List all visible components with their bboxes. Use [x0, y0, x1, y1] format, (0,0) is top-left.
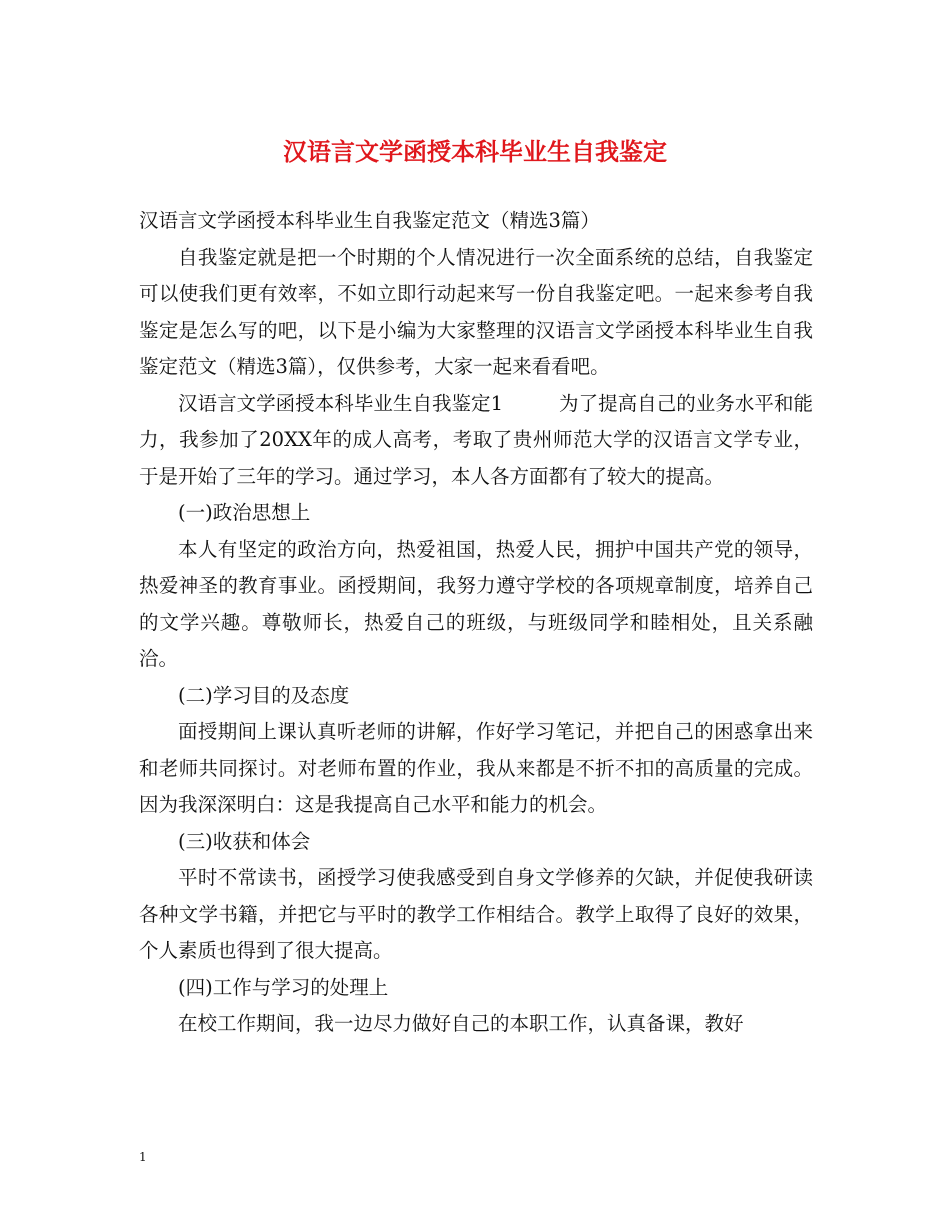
subheading-politics: (一)政治思想上 [178, 501, 311, 524]
subtitle-line: 汉语言文学函授本科毕业生自我鉴定范文（精选3篇） [139, 209, 600, 232]
subheading-work: (四)工作与学习的处理上 [178, 975, 389, 999]
paragraph-work: 在校工作期间，我一边尽力做好自己的本职工作，认真备课，教好 [178, 1012, 744, 1035]
paragraph-study: 面授期间上课认真听老师的讲解，作好学习笔记，并把自己的困惑拿出来和老师共同探讨。对老师布置的作业，我从来都是不折不扣的高质量的完成。因为我深深明白：这是我提高自己水平和能力的机会。 [139, 720, 813, 816]
paragraph-politics: 本人有坚定的政治方向，热爱祖国，热爱人民，拥护中国共产党的领导，热爱神圣的教育事业。函授期间，我努力遵守学校的各项规章制度，培养自己的文学兴趣。尊敬师长，热爱自己的班级，与班级同学和睦相处，且关系融洽。 [139, 537, 813, 670]
document-body [139, 203, 813, 1043]
intro-paragraph: 自我鉴定就是把一个时期的个人情况进行一次全面系统的总结，自我鉴定可以使我们更有效率，不如立即行动起来写一份自我鉴定吧。一起来参考自我鉴定是怎么写的吧，以下是小编为大家整理的汉语言文学函授本科毕业生自我鉴定范文（精选3篇），仅供参考，大家一起来看看吧。 [139, 245, 813, 378]
subheading-gains: (三)收获和体会 [178, 829, 311, 853]
section-heading-1: 汉语言文学函授本科毕业生自我鉴定1 [178, 391, 503, 415]
document-title: 汉语言文学函授本科毕业生自我鉴定 [283, 138, 667, 166]
section-1-text: 为了提高自己的业务水平和能力，我参加了20XX年的成人高考，考取了贵州师范大学的汉语言文学专业，于是开始了三年的学习。通过学习，本人各方面都有了较大的提高。 [139, 391, 813, 488]
page-number: 1 [139, 1150, 147, 1164]
section-paragraph-1 [139, 386, 813, 496]
subheading-study: (二)学习目的及态度 [178, 683, 350, 707]
paragraph-gains: 平时不常读书，函授学习使我感受到自身文学修养的欠缺，并促使我研读各种文学书籍，并把它与平时的教学工作相结合。教学上取得了良好的效果，个人素质也得到了很大提高。 [139, 866, 813, 962]
